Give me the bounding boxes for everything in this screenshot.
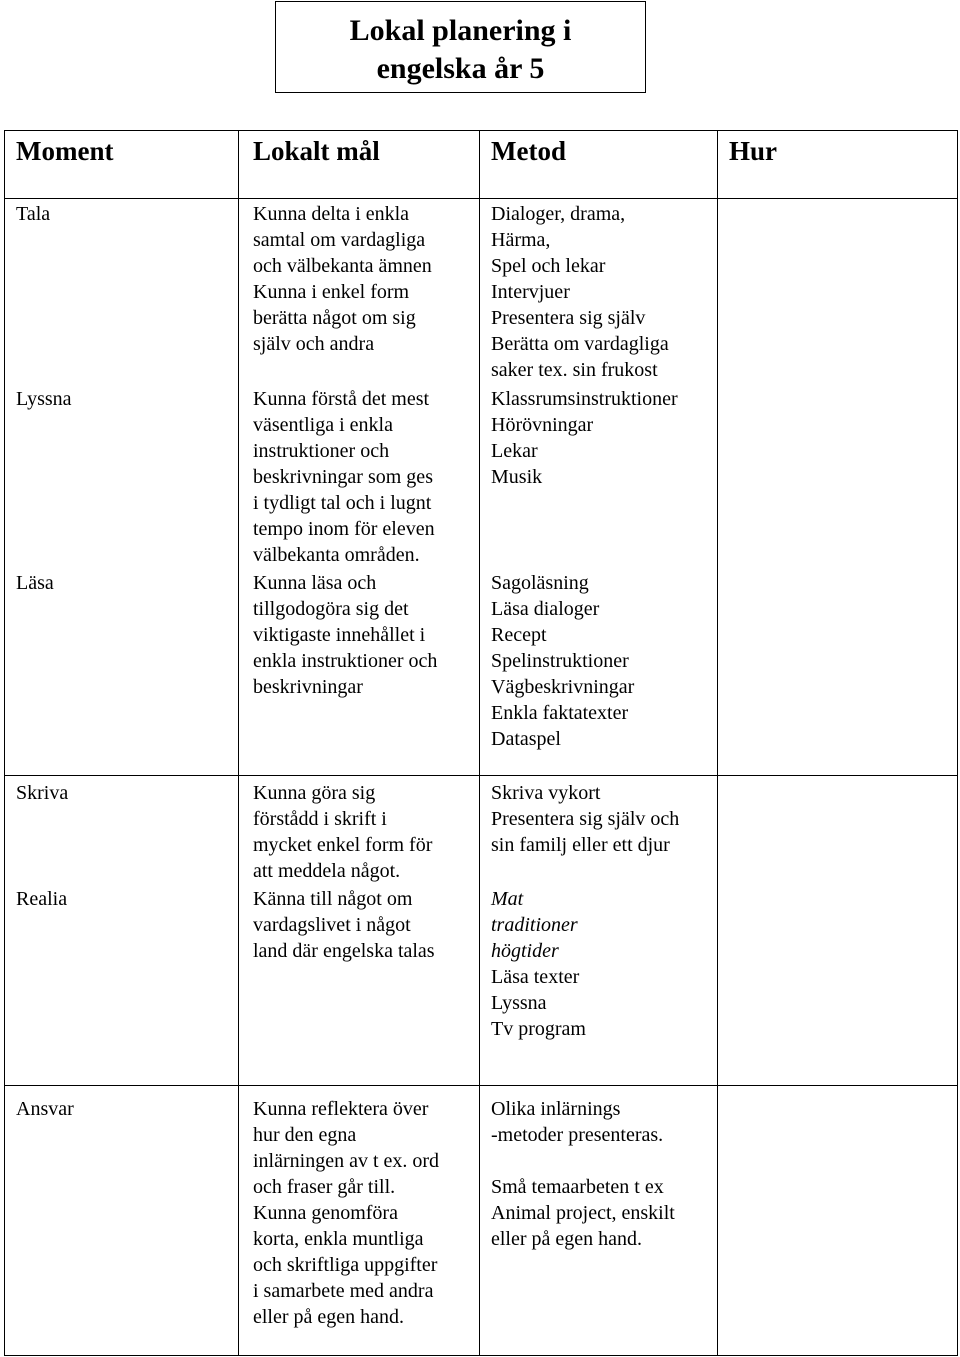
row-moment-realia (16, 886, 67, 912)
metod-line: Vägbeskrivningar (491, 676, 635, 698)
moment-label: Tala (16, 203, 51, 225)
mal-line: samtal om vardagliga (253, 229, 426, 251)
mal-line: Kunna göra sig (253, 782, 376, 804)
metod-line: Dataspel (491, 728, 561, 750)
mal-line: Kunna läsa och (253, 572, 377, 594)
mal-line: tillgodogöra sig det (253, 598, 409, 620)
mal-line: i tydligt tal och i lugnt (253, 492, 432, 514)
metod-line: Musik (491, 466, 543, 488)
row-metod-lyssna (491, 386, 678, 490)
mal-line: Kunna reflektera över (253, 1098, 429, 1120)
row-moment-tala (16, 201, 50, 227)
mal-line: berätta något om sig (253, 307, 416, 329)
metod-line-italic: Mat (491, 888, 524, 910)
row-metod-realia (491, 886, 586, 1042)
metod-line: Hörövningar (491, 414, 594, 436)
metod-line: Presentera sig själv (491, 307, 646, 329)
metod-line: Presentera sig själv och (491, 808, 680, 830)
mal-line: själv och andra (253, 333, 375, 355)
metod-line: Tv program (491, 1018, 586, 1040)
row-mal-lyssna (253, 386, 435, 568)
mal-line: beskrivningar som ges (253, 466, 433, 488)
mal-line: Kunna genomföra (253, 1202, 398, 1224)
metod-line: -metoder presenteras. (491, 1124, 664, 1146)
row-mal-ansvar (253, 1096, 439, 1330)
title-line-2: engelska år 5 (376, 52, 545, 85)
row-moment-ansvar (16, 1096, 74, 1122)
metod-line: Intervjuer (491, 281, 570, 303)
mal-line: Kunna i enkel form (253, 281, 410, 303)
mal-line: Kunna förstå det mest (253, 388, 430, 410)
metod-line: saker tex. sin frukost (491, 359, 658, 381)
metod-line-italic: högtider (491, 940, 559, 962)
mal-line: att meddela något. (253, 860, 401, 882)
metod-line: Berätta om vardagliga (491, 333, 669, 355)
mal-line: väsentliga i enkla (253, 414, 393, 436)
metod-line: Olika inlärnings (491, 1098, 621, 1120)
metod-line: Spel och lekar (491, 255, 606, 277)
metod-line: Läsa texter (491, 966, 580, 988)
mal-line: Kunna delta i enkla (253, 203, 410, 225)
moment-label: Läsa (16, 572, 54, 594)
metod-line: Dialoger, drama, (491, 203, 626, 225)
column-divider (238, 131, 239, 1355)
title-box (275, 1, 646, 93)
planning-table (4, 130, 958, 1356)
row-mal-tala (253, 201, 432, 357)
mal-line: beskrivningar (253, 676, 363, 698)
moment-label: Lyssna (16, 388, 72, 410)
moment-label: Realia (16, 888, 68, 910)
mal-line: inlärningen av t ex. ord (253, 1150, 440, 1172)
mal-line: och fraser går till. (253, 1176, 396, 1198)
row-moment-skriva (16, 780, 68, 806)
mal-line: i samarbete med andra (253, 1280, 434, 1302)
column-divider (717, 131, 718, 1355)
mal-line: eller på egen hand. (253, 1306, 405, 1328)
metod-line: Lyssna (491, 992, 547, 1014)
metod-line: eller på egen hand. (491, 1228, 643, 1250)
metod-line: Läsa dialoger (491, 598, 600, 620)
row-mal-realia (253, 886, 435, 964)
metod-line (491, 1148, 675, 1174)
mal-line: land där engelska talas (253, 940, 435, 962)
mal-line: hur den egna (253, 1124, 357, 1146)
mal-line: tempo inom för eleven (253, 518, 435, 540)
moment-label: Ansvar (16, 1098, 74, 1120)
metod-line: Klassrumsinstruktioner (491, 388, 678, 410)
metod-line: Spelinstruktioner (491, 650, 629, 672)
header-metod: Metod (491, 136, 566, 166)
row-metod-ansvar (491, 1096, 675, 1252)
mal-line: instruktioner och (253, 440, 390, 462)
mal-line: vardagslivet i något (253, 914, 411, 936)
mal-line: och välbekanta ämnen (253, 255, 432, 277)
metod-line: Enkla faktatexter (491, 702, 629, 724)
column-divider (479, 131, 480, 1355)
row-moment-lasa (16, 570, 54, 596)
row-metod-lasa (491, 570, 634, 752)
row-divider (5, 775, 957, 776)
moment-label: Skriva (16, 782, 69, 804)
row-mal-skriva (253, 780, 432, 884)
mal-line: välbekanta områden. (253, 544, 420, 566)
mal-line: och skriftliga uppgifter (253, 1254, 438, 1276)
header-lokalt-mal: Lokalt mål (253, 136, 380, 166)
mal-line: viktigaste innehållet i (253, 624, 426, 646)
metod-line: Små temaarbeten t ex (491, 1176, 664, 1198)
metod-line: Härma, (491, 229, 551, 251)
metod-line: Skriva vykort (491, 782, 601, 804)
metod-line: Recept (491, 624, 547, 646)
mal-line: förstådd i skrift i (253, 808, 387, 830)
title-line-1: Lokal planering i (349, 14, 572, 47)
row-metod-tala (491, 201, 669, 383)
header-divider (5, 198, 957, 199)
metod-line: Sagoläsning (491, 572, 589, 594)
mal-line: mycket enkel form för (253, 834, 433, 856)
mal-line: korta, enkla muntliga (253, 1228, 424, 1250)
metod-line: sin familj eller ett djur (491, 834, 670, 856)
header-moment: Moment (16, 136, 114, 166)
row-divider (5, 1085, 957, 1086)
metod-line-italic: traditioner (491, 914, 578, 936)
row-moment-lyssna (16, 386, 72, 412)
header-hur: Hur (729, 136, 778, 166)
metod-line: Lekar (491, 440, 538, 462)
metod-line: Animal project, enskilt (491, 1202, 675, 1224)
mal-line: Känna till något om (253, 888, 413, 910)
mal-line: enkla instruktioner och (253, 650, 438, 672)
row-mal-lasa (253, 570, 437, 700)
row-metod-skriva (491, 780, 679, 858)
